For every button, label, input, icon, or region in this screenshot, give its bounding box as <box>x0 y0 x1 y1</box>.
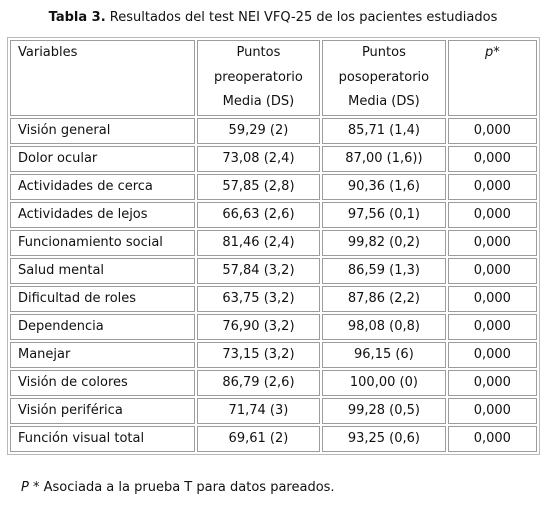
cell-preoperative: 69,61 (2) <box>197 426 320 452</box>
cell-variable: Función visual total <box>10 426 195 452</box>
cell-variable: Manejar <box>10 342 195 368</box>
table-row <box>10 230 537 256</box>
cell-p-value: 0,000 <box>448 342 537 368</box>
cell-postoperative: 99,28 (0,5) <box>322 398 445 424</box>
cell-variable: Dolor ocular <box>10 146 195 172</box>
cell-variable: Salud mental <box>10 258 195 284</box>
cell-p-value: 0,000 <box>448 258 537 284</box>
header-pre-line-3: Media (DS) <box>222 94 295 109</box>
cell-p-value: 0,000 <box>448 118 537 144</box>
cell-postoperative: 100,00 (0) <box>322 370 445 396</box>
header-p-value: p* <box>448 40 537 116</box>
table-row <box>10 342 537 368</box>
cell-p-value: 0,000 <box>448 370 537 396</box>
cell-postoperative: 90,36 (1,6) <box>322 174 445 200</box>
table-row <box>10 370 537 396</box>
cell-preoperative: 73,15 (3,2) <box>197 342 320 368</box>
footnote-symbol: P <box>21 480 29 495</box>
header-preoperative <box>197 40 320 116</box>
cell-postoperative: 87,86 (2,2) <box>322 286 445 312</box>
cell-preoperative: 57,85 (2,8) <box>197 174 320 200</box>
cell-postoperative: 98,08 (0,8) <box>322 314 445 340</box>
cell-postoperative: 97,56 (0,1) <box>322 202 445 228</box>
cell-postoperative: 85,71 (1,4) <box>322 118 445 144</box>
caption-text: Resultados del test NEI VFQ-25 de los pacientes estudiados <box>105 10 498 25</box>
cell-preoperative: 73,08 (2,4) <box>197 146 320 172</box>
table-row <box>10 202 537 228</box>
table-caption <box>0 10 546 25</box>
cell-postoperative: 93,25 (0,6) <box>322 426 445 452</box>
table-row <box>10 426 537 452</box>
header-pre-line-2: preoperatorio <box>214 69 303 85</box>
cell-preoperative: 63,75 (3,2) <box>197 286 320 312</box>
cell-preoperative: 71,74 (3) <box>197 398 320 424</box>
table-row <box>10 314 537 340</box>
header-post-line-1: Puntos <box>361 45 406 60</box>
cell-p-value: 0,000 <box>448 230 537 256</box>
cell-preoperative: 86,79 (2,6) <box>197 370 320 396</box>
header-post-line-2: posoperatorio <box>338 69 430 85</box>
cell-preoperative: 81,46 (2,4) <box>197 230 320 256</box>
cell-p-value: 0,000 <box>448 174 537 200</box>
table-row <box>10 174 537 200</box>
cell-preoperative: 57,84 (3,2) <box>197 258 320 284</box>
caption-label: Tabla 3. <box>48 10 106 25</box>
table-row <box>10 118 537 144</box>
header-post-line-3: Media (DS) <box>348 94 420 109</box>
cell-p-value: 0,000 <box>448 314 537 340</box>
header-variables: Variables <box>10 40 195 116</box>
cell-preoperative: 59,29 (2) <box>197 118 320 144</box>
cell-preoperative: 66,63 (2,6) <box>197 202 320 228</box>
results-table <box>7 37 540 455</box>
table-row <box>10 286 537 312</box>
cell-variable: Actividades de cerca <box>10 174 195 200</box>
table-row <box>10 258 537 284</box>
cell-variable: Visión de colores <box>10 370 195 396</box>
cell-variable: Dificultad de roles <box>10 286 195 312</box>
cell-variable: Funcionamiento social <box>10 230 195 256</box>
cell-variable: Visión general <box>10 118 195 144</box>
cell-postoperative: 96,15 (6) <box>322 342 445 368</box>
cell-p-value: 0,000 <box>448 398 537 424</box>
header-row <box>10 40 537 116</box>
cell-variable: Visión periférica <box>10 398 195 424</box>
cell-postoperative: 99,82 (0,2) <box>322 230 445 256</box>
cell-postoperative: 87,00 (1,6)) <box>322 146 445 172</box>
footnote <box>21 480 335 495</box>
cell-variable: Actividades de lejos <box>10 202 195 228</box>
cell-p-value: 0,000 <box>448 286 537 312</box>
cell-p-value: 0,000 <box>448 202 537 228</box>
table-row <box>10 146 537 172</box>
table-body <box>10 118 537 452</box>
cell-preoperative: 76,90 (3,2) <box>197 314 320 340</box>
table-row <box>10 398 537 424</box>
cell-p-value: 0,000 <box>448 146 537 172</box>
header-postoperative <box>322 40 445 116</box>
footnote-text: * Asociada a la prueba T para datos pareados. <box>28 480 335 495</box>
cell-variable: Dependencia <box>10 314 195 340</box>
header-pre-line-1: Puntos <box>236 45 281 60</box>
cell-p-value: 0,000 <box>448 426 537 452</box>
cell-postoperative: 86,59 (1,3) <box>322 258 445 284</box>
